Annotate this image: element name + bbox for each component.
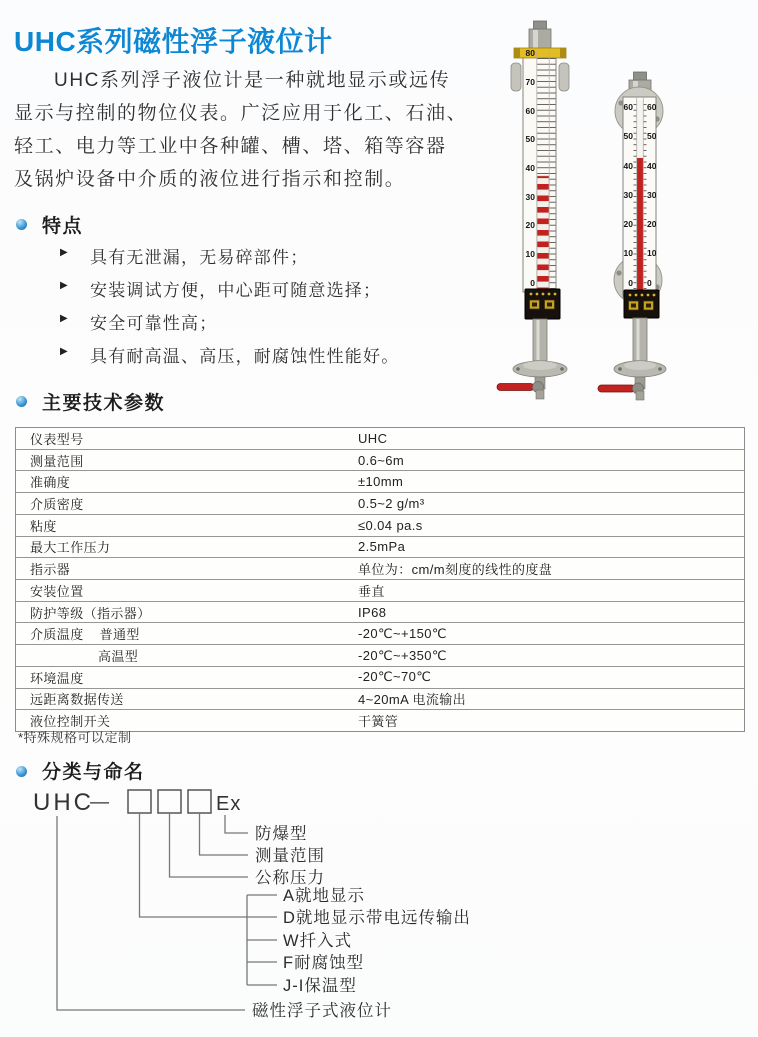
spec-label: 介质温度 xyxy=(30,627,84,643)
scale-label: 10 xyxy=(647,248,657,258)
cap-highlight xyxy=(533,30,538,49)
product-photo-gauges xyxy=(480,14,758,414)
model-suffix-ex: Ex xyxy=(216,793,242,815)
spec-label: 环境温度 xyxy=(30,670,84,686)
feature-text: 安全可靠性高； xyxy=(90,314,218,333)
box-mark xyxy=(532,303,537,307)
model-box-1 xyxy=(128,790,151,813)
label-option-d: D就地显示带电远传输出 xyxy=(283,909,471,927)
spec-value: 0.6~6m xyxy=(358,452,405,468)
spec-value: 垂直 xyxy=(358,583,385,599)
spec-row xyxy=(16,667,744,689)
label-measuring-range: 测量范围 xyxy=(255,847,325,865)
label-option-ji: J-I保温型 xyxy=(283,977,357,995)
spec-row xyxy=(16,558,744,580)
section-heading-classification: 分类与命名 xyxy=(42,762,145,783)
flange-bolt xyxy=(658,367,662,371)
scale-label: 30 xyxy=(525,192,535,202)
spec-row xyxy=(16,689,744,711)
page-title: UHC系列磁性浮子液位计 xyxy=(14,26,333,57)
valve-outlet xyxy=(536,390,544,399)
flange-hub xyxy=(523,361,557,370)
spec-label: 测量范围 xyxy=(30,453,84,469)
spec-label: 仪表型号 xyxy=(30,431,84,447)
spec-value: 0.5~2 g/m³ xyxy=(358,496,425,512)
connector-type-options xyxy=(140,813,248,917)
spec-value: 2.5mPa xyxy=(358,539,406,555)
spec-value: -20℃~+150℃ xyxy=(358,625,447,641)
box-dot xyxy=(536,293,539,296)
indicator-white xyxy=(637,100,644,158)
spec-value: IP68 xyxy=(358,604,387,620)
label-explosion-proof: 防爆型 xyxy=(255,825,308,843)
scale-label: 60 xyxy=(623,102,633,112)
box-mark xyxy=(646,304,651,308)
spec-value: 4~20mA 电流输出 xyxy=(358,692,467,708)
feature-item xyxy=(60,243,399,276)
valve-handle xyxy=(497,384,534,391)
model-box-3 xyxy=(188,790,211,813)
spec-row xyxy=(16,602,744,624)
box-dot xyxy=(647,294,650,297)
valve-outlet xyxy=(636,391,644,400)
section-bullet-icon xyxy=(16,219,27,230)
indicator-red xyxy=(637,158,644,290)
label-nominal-pressure: 公称压力 xyxy=(255,869,325,887)
scale-label: 60 xyxy=(647,102,657,112)
spec-row xyxy=(16,515,744,537)
scale-label: 10 xyxy=(623,248,633,258)
spec-value: ≤0.04 pa.s xyxy=(358,517,423,533)
box-dot xyxy=(548,293,551,296)
specs-footnote: *特殊规格可以定制 xyxy=(18,730,132,745)
feature-item xyxy=(60,276,399,309)
flange-bolt xyxy=(516,367,520,371)
yellow-band-end xyxy=(514,48,520,58)
scale-label: 0 xyxy=(530,278,535,288)
scale-label: 20 xyxy=(647,219,657,229)
spec-value: UHC xyxy=(358,430,388,446)
scale-label: 50 xyxy=(525,134,535,144)
scale-label: 10 xyxy=(525,249,535,259)
feature-item xyxy=(60,342,399,375)
spec-row xyxy=(16,537,744,559)
box-dot xyxy=(554,293,557,296)
spec-sublabel: 高温型 xyxy=(98,649,139,665)
spec-label: 指示器 xyxy=(30,562,71,578)
section-bullet-icon xyxy=(16,766,27,777)
spec-label: 安装位置 xyxy=(30,583,84,599)
triangle-bullet-icon xyxy=(60,276,90,291)
connector-measuring-range xyxy=(200,813,249,855)
spec-label: 液位控制开关 xyxy=(30,714,111,730)
scale-label: 20 xyxy=(525,220,535,230)
flange-hub xyxy=(624,361,656,370)
triangle-bullet-icon xyxy=(60,309,90,324)
spec-label: 防护等级（指示器） xyxy=(30,605,151,621)
label-option-f: F耐腐蚀型 xyxy=(283,954,365,972)
triangle-bullet-icon xyxy=(60,243,90,258)
scale-label: 30 xyxy=(647,190,657,200)
mounting-lug xyxy=(511,63,521,91)
spec-label: 远距离数据传送 xyxy=(30,692,124,708)
spec-label: 最大工作压力 xyxy=(30,540,111,556)
box-dot xyxy=(635,294,638,297)
scale-label: 40 xyxy=(647,161,657,171)
scale-label: 50 xyxy=(647,131,657,141)
spec-row xyxy=(16,623,744,645)
scale-label: 20 xyxy=(623,219,633,229)
box-dot xyxy=(641,294,644,297)
spec-row xyxy=(16,645,744,667)
box-mark xyxy=(631,304,636,308)
box-dot xyxy=(542,293,545,296)
box-dot xyxy=(653,294,656,297)
spec-value: ±10mm xyxy=(358,474,404,490)
scale-label: 60 xyxy=(525,106,535,116)
box-mark xyxy=(547,303,552,307)
yellow-band-end xyxy=(560,48,566,58)
spec-label: 粘度 xyxy=(30,518,57,534)
intro-line: 轻工、电力等工业中各种罐、槽、塔、箱等容器 xyxy=(14,136,447,157)
flipper-strip-white xyxy=(537,58,549,176)
scale-label: 40 xyxy=(525,163,535,173)
spec-value: -20℃~+350℃ xyxy=(358,647,447,663)
intro-paragraph xyxy=(14,64,484,196)
model-prefix: UHC xyxy=(33,789,94,816)
tick-strip xyxy=(550,58,556,291)
spec-sublabel: 普通型 xyxy=(99,627,140,643)
triangle-bullet-icon xyxy=(60,342,90,357)
box-dot xyxy=(530,293,533,296)
right-gauge xyxy=(598,72,666,400)
tube-highlight xyxy=(637,319,640,360)
spec-row xyxy=(16,450,744,472)
connector-nominal-pressure xyxy=(170,813,249,877)
specs-table xyxy=(15,427,745,732)
left-gauge xyxy=(497,21,569,399)
model-dash: — xyxy=(90,792,109,813)
spec-label: 准确度 xyxy=(30,475,71,491)
mounting-lug xyxy=(559,63,569,91)
feature-list xyxy=(60,243,399,375)
scale-label: 0 xyxy=(628,278,633,288)
intro-line: 及锅炉设备中介质的液位进行指示和控制。 xyxy=(14,169,406,190)
scale-label: 50 xyxy=(623,131,633,141)
label-base-name: 磁性浮子式液位计 xyxy=(252,1002,392,1020)
scale-label: 40 xyxy=(623,161,633,171)
spec-value: -20℃~70℃ xyxy=(358,669,432,685)
spec-row xyxy=(16,580,744,602)
flange-bolt xyxy=(618,367,622,371)
spec-value: 单位为：cm/m刻度的线性的度盘 xyxy=(358,562,553,578)
section-heading-specs: 主要技术参数 xyxy=(42,393,166,414)
gauge-top-cap xyxy=(529,29,551,50)
intro-line: 显示与控制的物位仪表。广泛应用于化工、石油、 xyxy=(14,103,468,124)
tube-highlight xyxy=(537,320,540,360)
valve-handle xyxy=(598,385,635,392)
intro-line: UHC系列浮子液位计是一种就地显示或远传 xyxy=(54,70,451,91)
spec-label: 介质密度 xyxy=(30,497,84,513)
spec-row xyxy=(16,428,744,450)
naming-diagram xyxy=(0,780,540,1028)
connector-explosion-proof xyxy=(225,815,248,833)
section-bullet-icon xyxy=(16,396,27,407)
yellow-band xyxy=(514,48,566,58)
flange-bolt xyxy=(560,367,564,371)
box-dot xyxy=(629,294,632,297)
tick-strip xyxy=(634,100,637,294)
lower-tube xyxy=(633,318,647,361)
flipper-strip-red xyxy=(537,176,549,290)
spec-row xyxy=(16,471,744,493)
feature-item xyxy=(60,309,399,342)
feature-text: 具有无泄漏，无易碎部件； xyxy=(90,248,309,267)
scale-label: 80 xyxy=(525,48,535,58)
feature-text: 安装调试方便，中心距可随意选择； xyxy=(90,281,382,300)
scale-label: 70 xyxy=(525,77,535,87)
scale-label: 30 xyxy=(623,190,633,200)
feature-text: 具有耐高温、高压，耐腐蚀性性能好。 xyxy=(90,347,400,366)
scale-label: 0 xyxy=(647,278,652,288)
connector-base-name xyxy=(57,816,245,1010)
spec-row xyxy=(16,493,744,515)
section-heading-features: 特点 xyxy=(42,216,84,237)
lower-tube xyxy=(533,319,547,361)
spec-value: 干簧管 xyxy=(358,714,399,730)
disc-hole xyxy=(616,270,621,275)
label-option-a: A就地显示 xyxy=(283,887,366,905)
model-box-2 xyxy=(158,790,181,813)
label-option-w: W扦入式 xyxy=(283,932,353,950)
